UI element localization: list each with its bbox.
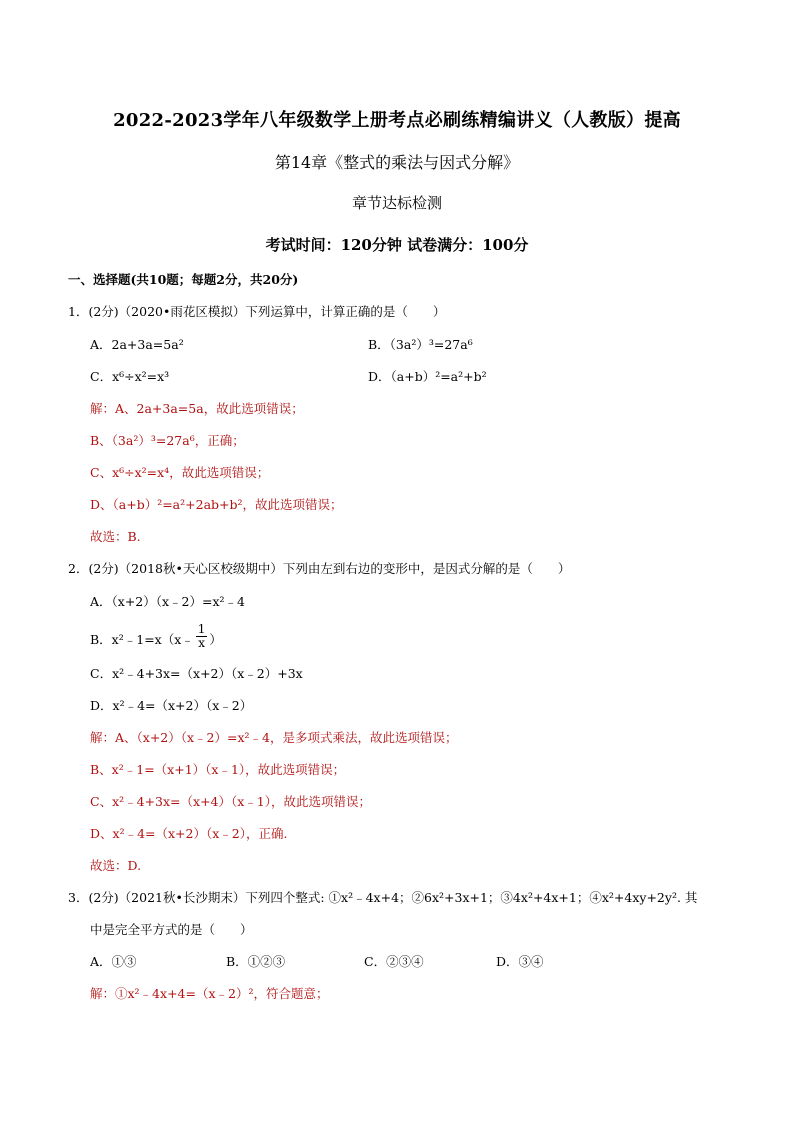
q3-solution-line: 解：①x²﹣4x+4=（x﹣2）²，符合题意； — [90, 986, 329, 1001]
q3-stem-continued: 中是完全平方式的是（ ） — [90, 922, 253, 937]
q2-solution-line: B、x²﹣1=（x+1）（x﹣1），故此选项错误； — [90, 762, 346, 777]
q3-stem: 3．(2分)（2021秋•长沙期末）下列四个整式: ①x²﹣4x+4；②6x²+3x+1；③4x²+4x+1；④x²+4xy+2y². 其 — [68, 890, 698, 905]
q3-option-d: D．③④ — [496, 954, 544, 969]
fraction-numerator: 1 — [197, 622, 206, 636]
q2-solution-line: 解：A、（x+2）（x﹣2）=x²﹣4，是多项式乘法，故此选项错误； — [90, 730, 458, 745]
q3-option-a: A．①③ — [90, 954, 137, 969]
chapter-title: 第14章《整式的乘法与因式分解》 — [274, 153, 520, 172]
exam-info: 考试时间：120分钟 试卷满分：100分 — [265, 236, 529, 254]
q1-option-a: A．2a+3a=5a² — [90, 337, 184, 352]
subtitle: 章节达标检测 — [351, 194, 442, 212]
q2-option-b-text: B．x²﹣1=x（x﹣ — [90, 632, 194, 647]
q1-solution-line: C、x⁶÷x²=x⁴，故此选项错误； — [90, 465, 270, 480]
q2-option-c: C．x²﹣4+3x=（x+2）（x﹣2）+3x — [90, 666, 303, 681]
q2-option-d: D．x²﹣4=（x+2）（x﹣2） — [90, 698, 253, 713]
q3-option-c: C．②③④ — [364, 954, 424, 969]
q2-option-a: A．（x+2）（x﹣2）=x²﹣4 — [90, 594, 245, 609]
q1-solution-line: 解：A、2a+3a=5a，故此选项错误； — [90, 401, 304, 416]
fraction-denominator: x — [198, 636, 205, 650]
q1-option-c: C．x⁶÷x²=x³ — [90, 369, 170, 384]
fraction — [196, 623, 208, 650]
q2-stem: 2．(2分)（2018秋•天心区校级期中）下列由左到右边的变形中，是因式分解的是（ ） — [68, 561, 571, 576]
q1-solution-line: B、（3a²）³=27a⁶，正确； — [90, 433, 245, 448]
q2-solution-line: D、x²﹣4=（x+2）（x﹣2），正确. — [90, 826, 288, 841]
document-title: 2022-2023学年八年级数学上册考点必刷练精编讲义（人教版）提高 — [113, 110, 681, 131]
q1-option-b: B．（3a²）³=27a⁶ — [368, 337, 473, 352]
q2-solution-line: C、x²﹣4+3x=（x+4）（x﹣1），故此选项错误； — [90, 794, 372, 809]
q3-option-b: B．①②③ — [226, 954, 286, 969]
q1-solution-line: D、（a+b）²=a²+2ab+b²，故此选项错误； — [90, 497, 343, 512]
q1-option-d: D．（a+b）²=a²+b² — [368, 369, 487, 384]
section-heading: 一、选择题(共10题；每题2分，共20分) — [68, 272, 299, 287]
q1-stem: 1．(2分)（2020•雨花区模拟）下列运算中，计算正确的是（ ） — [68, 304, 446, 319]
q1-answer: 故选：B. — [90, 529, 141, 544]
q2-option-b-close: ） — [209, 632, 222, 647]
q2-answer: 故选：D. — [90, 858, 142, 873]
q2-option-b — [90, 622, 222, 654]
